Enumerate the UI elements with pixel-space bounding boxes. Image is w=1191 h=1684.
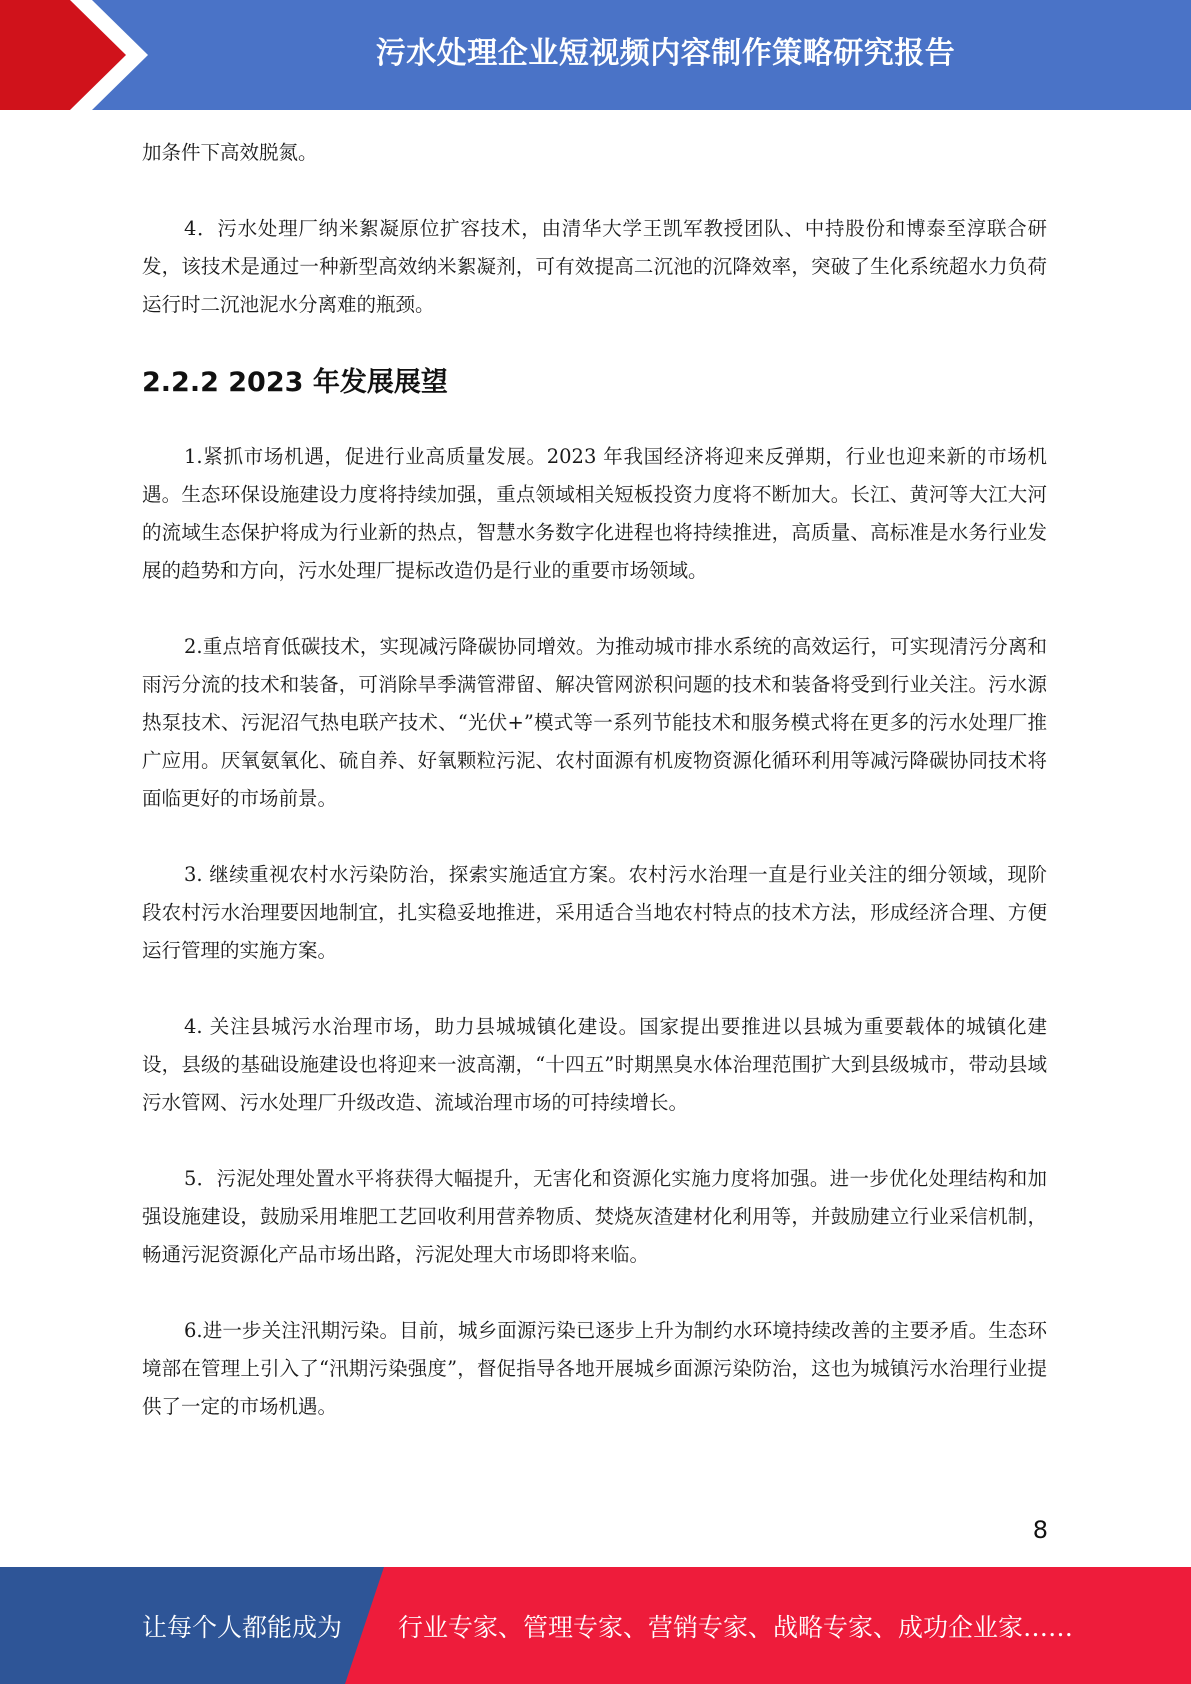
report-title: 污水处理企业短视频内容制作策略研究报告 (375, 36, 956, 71)
footer-slogan-right: 行业专家、管理专家、营销专家、战略专家、成功企业家…… (398, 1612, 1074, 1642)
continuation-paragraph: 加条件下高效脱氮。 (142, 141, 318, 164)
outlook-item-3: 3. 继续重视农村水污染防治，探索实施适宜方案。农村污水治理一直是行业关注的细分领域，现阶段农村污水治理要因地制宜，扎实稳妥地推进，采用适合当地农村特点的技术方法，形成经济合理、方便运行管理的实施方案。 (142, 863, 1047, 962)
page-header (0, 0, 1191, 110)
header-chevron-icon (0, 0, 160, 110)
page-footer (0, 1567, 1191, 1684)
page-number: 8 (1032, 1516, 1048, 1544)
footer-slogan-left: 让每个人都能成为 (142, 1612, 343, 1642)
outlook-item-1: 1.紧抓市场机遇，促进行业高质量发展。2023 年我国经济将迎来反弹期，行业也迎来新的市场机遇。生态环保设施建设力度将持续加强，重点领域相关短板投资力度将不断加大。长江、黄河等大江大河的流域生态保护将成为行业新的热点，智慧水务数字化进程也将持续推进，高质量、高标准是水务行业发展的趋势和方向，污水处理厂提标改造仍是行业的重要市场领域。 (142, 445, 1047, 582)
tech-paragraph-4: 4．污水处理厂纳米絮凝原位扩容技术，由清华大学王凯军教授团队、中持股份和博泰至淳联合研发，该技术是通过一种新型高效纳米絮凝剂，可有效提高二沉池的沉降效率，突破了生化系统超水力负荷运行时二沉池泥水分离难的瓶颈。 (142, 217, 1047, 316)
section-heading: 2.2.2 2023 年发展展望 (142, 367, 448, 398)
outlook-item-2: 2.重点培育低碳技术，实现减污降碳协同增效。为推动城市排水系统的高效运行，可实现清污分离和雨污分流的技术和装备，可消除旱季满管滞留、解决管网淤积问题的技术和装备将受到行业关注。污水源热泵技术、污泥沼气热电联产技术、“光伏+”模式等一系列节能技术和服务模式将在更多的污水处理厂推广应用。厌氧氨氧化、硫自养、好氧颗粒污泥、农村面源有机废物资源化循环利用等减污降碳协同技术将面临更好的市场前景。 (142, 635, 1047, 810)
outlook-item-4: 4. 关注县城污水治理市场，助力县城城镇化建设。国家提出要推进以县城为重要载体的城镇化建设，县级的基础设施建设也将迎来一波高潮，“十四五”时期黑臭水体治理范围扩大到县级城市，带动县域污水管网、污水处理厂升级改造、流域治理市场的可持续增长。 (142, 1015, 1047, 1114)
outlook-item-5: 5．污泥处理处置水平将获得大幅提升，无害化和资源化实施力度将加强。进一步优化处理结构和加强设施建设，鼓励采用堆肥工艺回收利用营养物质、焚烧灰渣建材化利用等，并鼓励建立行业采信机制，畅通污泥资源化产品市场出路，污泥处理大市场即将来临。 (142, 1167, 1047, 1266)
outlook-item-6: 6.进一步关注汛期污染。目前，城乡面源污染已逐步上升为制约水环境持续改善的主要矛盾。生态环境部在管理上引入了“汛期污染强度”，督促指导各地开展城乡面源污染防治，这也为城镇污水治理行业提供了一定的市场机遇。 (142, 1319, 1047, 1418)
